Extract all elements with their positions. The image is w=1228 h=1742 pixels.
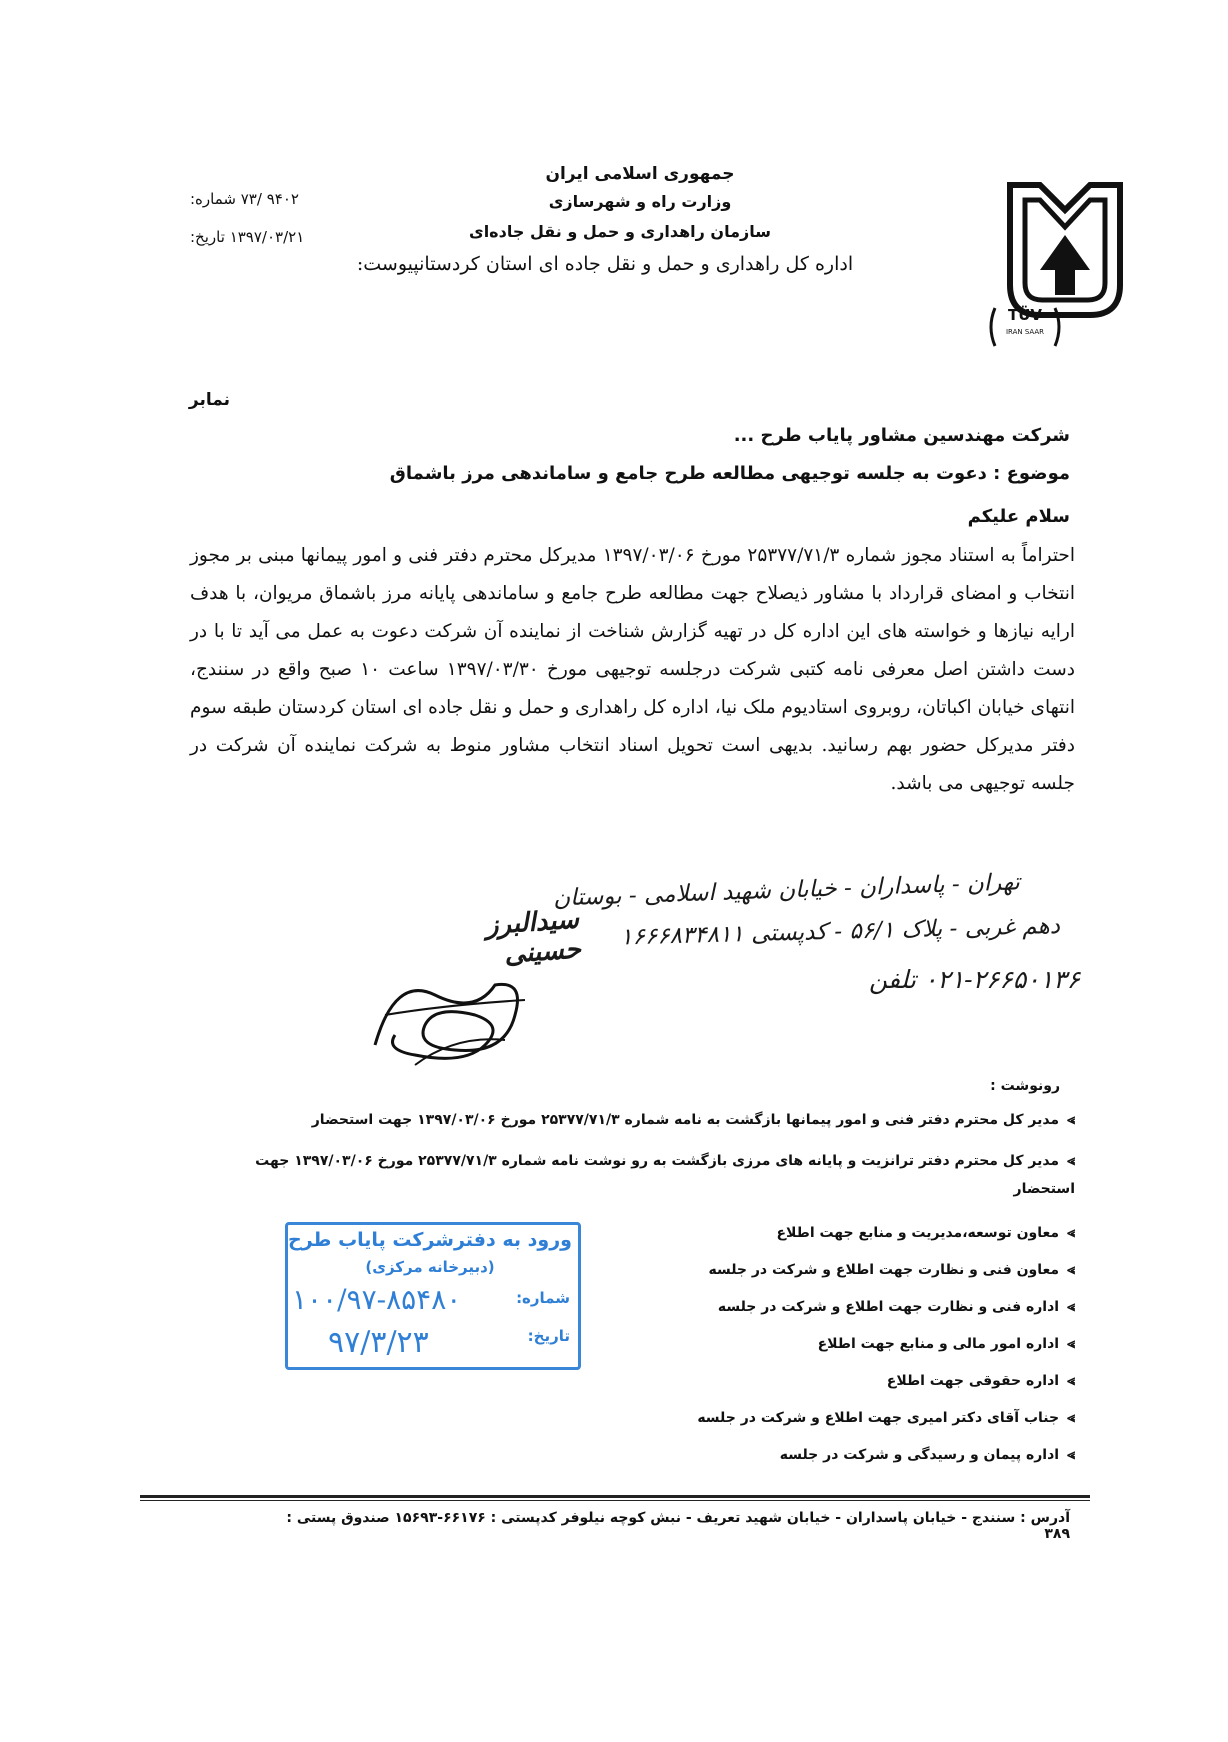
header-line2: وزارت راه و شهرسازی	[548, 192, 732, 211]
greeting: سلام علیکم	[967, 506, 1070, 527]
handwritten-address-line2: دهم غربی - پلاک ۵۶/۱ - کدپستی ۱۶۶۶۸۳۴۸۱۱	[619, 912, 1061, 951]
header-line4-text: اداره کل راهداری و حمل و نقل جاده ای استان کردستان	[419, 253, 854, 275]
letter-number-value: ۹۴۰۲ /۷۳	[240, 190, 299, 208]
letter-number	[190, 190, 380, 208]
cc-item-text: اداره حقوقی جهت اطلاع	[886, 1373, 1060, 1389]
footer-address: آدرس : سنندج - خیابان پاسداران - خیابان شهید تعریف - نبش کوچه نیلوفر کدپستی : ۶۶۱۷۶-۱۵۶۹۳ صندوق پستی : ۳۸۹	[286, 1510, 1070, 1542]
cc-item	[230, 1112, 1075, 1128]
cc-item-text: مدیر کل محترم دفتر ترانزیت و پایانه های مرزی بازگشت به رو نوشت نامه شماره ۲۵۳۷۷/۷۱/۳ مورخ ۱۳۹۷/۰۳/۰۶ جهت استحضار	[255, 1153, 1075, 1197]
letter-number-label: شماره:	[190, 190, 236, 208]
stamp-date-label: تاریخ:	[527, 1327, 570, 1345]
arrow-icon: ⪢	[1067, 1262, 1075, 1278]
arrow-icon: ⪢	[1067, 1447, 1075, 1463]
tuv-badge	[985, 300, 1065, 355]
cc-item-text: اداره پیمان و رسیدگی و شرکت در جلسه	[779, 1447, 1060, 1463]
cc-item	[600, 1373, 1075, 1389]
cc-item-text: مدیر کل محترم دفتر فنی و امور پیمانها بازگشت به نامه شماره ۲۵۳۷۷/۷۱/۳ مورخ ۱۳۹۷/۰۳/۰۶ جهت استحضار	[311, 1112, 1060, 1128]
signer-name: سیدالبرز حسینی	[484, 904, 582, 970]
stamp-subtitle: (دبیرخانه مرکزی)	[365, 1258, 495, 1276]
cc-title: رونوشت :	[990, 1078, 1060, 1094]
letter-date-value: ۱۳۹۷/۰۳/۲۱	[229, 228, 305, 246]
cc-item-text: معاون فنی و نظارت جهت اطلاع و شرکت در جلسه	[708, 1262, 1060, 1278]
cc-item-text: اداره امور مالی و منابع جهت اطلاع	[817, 1336, 1060, 1352]
signature-scribble	[355, 955, 555, 1075]
entry-stamp	[285, 1222, 581, 1370]
stamp-number-label: شماره:	[516, 1289, 570, 1307]
arrow-icon: ⪢	[1067, 1336, 1075, 1352]
cc-item	[600, 1299, 1075, 1315]
stamp-date-value: ۹۷/۳/۲۳	[328, 1325, 429, 1360]
arrow-icon: ⪢	[1067, 1299, 1075, 1315]
cc-item	[600, 1225, 1075, 1241]
handwritten-phone: ۰۲۱-۲۶۶۵۰۱۳۶ تلفن	[868, 965, 1080, 994]
cc-item-text: معاون توسعه،مدیریت و منابع جهت اطلاع	[776, 1225, 1060, 1241]
letter-body: احتراماً به استناد مجوز شماره ۲۵۳۷۷/۷۱/۳ مورخ ۱۳۹۷/۰۳/۰۶ مدیرکل محترم دفتر فنی و امور پیمانها مبنی بر مجوز انتخاب و امضای قرارداد با مشاور ذیصلاح جهت مطالعه طرح جامع و ساماندهی پایانه مرز باشماق مریوان، با هدف ارایه نیازها و خواسته های این اداره کل در تهیه گزارش شناخت از نماینده آن شرکت دعوت به عمل می آید تا با در دست داشتن اصل معرفی نامه کتبی شرکت درجلسه توجیهی مورخ ۱۳۹۷/۰۳/۳۰ ساعت ۱۰ صبح واقع در سنندج، انتهای خیابان اکباتان، روبروی استادیوم ملک نیا، اداره کل راهداری و حمل و نقل جاده ای استان کردستان طبقه سوم دفتر مدیرکل حضور بهم رسانید. بدیهی است تحویل اسناد انتخاب مشاور منوط به شرکت نماینده آن شرکت در جلسه توجیهی می باشد.	[190, 545, 1075, 794]
tuv-subtext: IRAN SAAR	[1005, 328, 1045, 336]
subject: موضوع : دعوت به جلسه توجیهی مطالعه طرح جامع و ساماندهی مرز باشماق	[389, 463, 1070, 484]
header-line3: سازمان راهداری و حمل و نقل جاده‌ای	[469, 222, 771, 241]
letter-date	[190, 228, 380, 246]
arrow-icon: ⪢	[1067, 1225, 1075, 1241]
arrow-icon: ⪢	[1067, 1153, 1075, 1169]
recipient: شرکت مهندسین مشاور پایاب طرح ...	[733, 425, 1070, 446]
cc-item	[600, 1262, 1075, 1278]
handwritten-address-line1: تهران - پاسداران - خیابان شهید اسلامی - بوستان	[552, 869, 1021, 912]
header-line1: جمهوری اسلامی ایران	[545, 164, 735, 184]
arrow-icon: ⪢	[1067, 1112, 1075, 1128]
footer-divider	[140, 1495, 1090, 1498]
cc-item-text: اداره فنی و نظارت جهت اطلاع و شرکت در جلسه	[717, 1299, 1060, 1315]
cc-item	[600, 1336, 1075, 1352]
letter-date-label: تاریخ:	[190, 228, 225, 246]
fax-label: نمابر	[188, 390, 230, 410]
arrow-icon: ⪢	[1067, 1373, 1075, 1389]
cc-item	[190, 1147, 1075, 1203]
stamp-number-value: ۱۰۰/۹۷-۸۵۴۸۰	[292, 1283, 462, 1316]
attachment-label: پیوست:	[356, 253, 420, 275]
footer-divider-thin	[140, 1500, 1090, 1501]
cc-item	[600, 1447, 1075, 1463]
cc-item	[600, 1410, 1075, 1426]
arrow-icon: ⪢	[1067, 1410, 1075, 1426]
stamp-title: ورود به دفترشرکت پایاب طرح	[288, 1229, 572, 1251]
header-line4	[320, 253, 890, 275]
cc-item-text: جناب آقای دکتر امیری جهت اطلاع و شرکت در جلسه	[697, 1410, 1060, 1426]
tuv-text: TÜV	[1007, 306, 1043, 324]
